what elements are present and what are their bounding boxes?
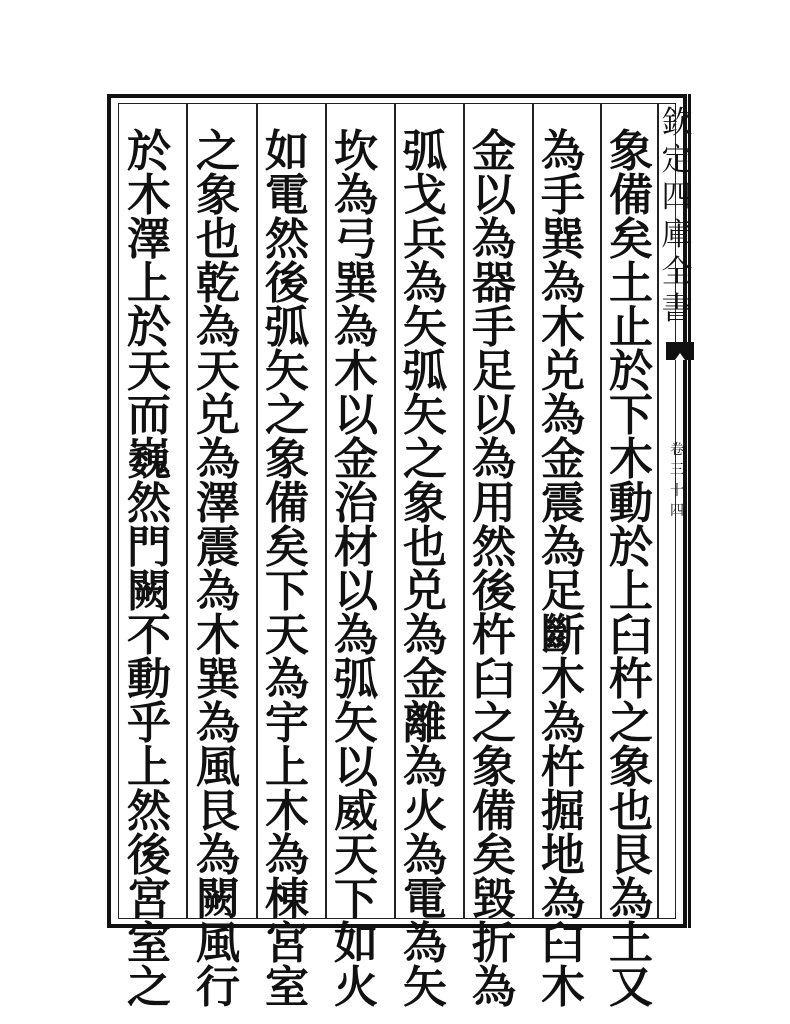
text-char: 毀 [472, 874, 516, 925]
text-char: 金 [541, 434, 585, 485]
text-char: 為 [403, 742, 447, 793]
text-char: 材 [334, 522, 378, 573]
text-char: 為 [196, 830, 240, 881]
text-char: 乎 [127, 698, 171, 749]
text-char: 為 [472, 214, 516, 265]
text-char: 臼 [541, 918, 585, 969]
text-char: 木 [541, 654, 585, 705]
text-char: 於 [127, 126, 171, 177]
text-char: 下 [609, 390, 653, 441]
text-char: 為 [541, 522, 585, 573]
text-char: 震 [541, 478, 585, 529]
text-char: 弧 [403, 346, 447, 397]
text-char: 巍 [127, 434, 171, 485]
text-char: 上 [609, 566, 653, 617]
text-char: 然 [265, 214, 309, 265]
text-char: 天 [127, 346, 171, 397]
text-column [600, 126, 662, 1013]
text-char: 之 [196, 126, 240, 177]
text-char: 以 [334, 390, 378, 441]
book-title [660, 105, 694, 328]
text-char: 如 [265, 126, 309, 177]
text-char: 象 [609, 742, 653, 793]
text-char: 弧 [265, 302, 309, 353]
volume-char: 四 [670, 502, 684, 519]
text-char: 矣 [609, 214, 653, 265]
text-char: 斷 [541, 610, 585, 661]
text-char: 如 [334, 918, 378, 969]
text-char: 木 [334, 346, 378, 397]
text-char: 也 [403, 522, 447, 573]
text-char: 也 [609, 786, 653, 837]
text-char: 金 [403, 654, 447, 705]
book-title-char: 定 [661, 142, 693, 179]
text-char: 為 [403, 258, 447, 309]
text-column [256, 126, 318, 1013]
text-char: 為 [196, 698, 240, 749]
text-column [325, 126, 387, 1013]
text-char: 下 [265, 566, 309, 617]
text-char: 以 [472, 390, 516, 441]
text-char: 之 [403, 434, 447, 485]
text-char: 也 [196, 214, 240, 265]
text-char: 為 [265, 654, 309, 705]
text-char: 矢 [403, 962, 447, 1013]
text-char: 象 [609, 126, 653, 177]
text-char: 艮 [609, 830, 653, 881]
text-char: 為 [541, 698, 585, 749]
text-char: 木 [196, 610, 240, 661]
text-char: 澤 [127, 214, 171, 265]
text-char: 為 [196, 434, 240, 485]
text-char: 風 [196, 918, 240, 969]
text-char: 止 [609, 302, 653, 353]
text-column [463, 126, 525, 1013]
text-char: 後 [472, 566, 516, 617]
text-char: 治 [334, 478, 378, 529]
text-char: 為 [403, 610, 447, 661]
text-char: 震 [196, 522, 240, 573]
text-char: 不 [127, 610, 171, 661]
text-char: 為 [403, 918, 447, 969]
text-char: 離 [403, 698, 447, 749]
text-char: 巽 [334, 258, 378, 309]
volume-label [664, 440, 690, 521]
fishtail-mark-icon [666, 342, 694, 360]
text-char: 於 [127, 302, 171, 353]
text-column [118, 126, 180, 1013]
text-char: 威 [334, 786, 378, 837]
text-char: 象 [265, 434, 309, 485]
text-char: 為 [334, 302, 378, 353]
text-char: 足 [472, 346, 516, 397]
text-column [532, 126, 594, 1013]
text-char: 手 [472, 302, 516, 353]
text-char: 巽 [196, 654, 240, 705]
text-char: 為 [334, 170, 378, 221]
text-char: 為 [472, 434, 516, 485]
text-char: 火 [334, 962, 378, 1013]
text-char: 象 [403, 478, 447, 529]
text-char: 象 [196, 170, 240, 221]
text-char: 於 [609, 346, 653, 397]
text-char: 臼 [609, 610, 653, 661]
text-char: 宇 [265, 698, 309, 749]
text-char: 而 [127, 390, 171, 441]
text-char: 上 [127, 742, 171, 793]
book-title-char: 書 [661, 290, 693, 327]
text-char: 戈 [403, 170, 447, 221]
text-char: 為 [472, 962, 516, 1013]
text-char: 木 [541, 302, 585, 353]
text-char: 天 [334, 830, 378, 881]
text-char: 室 [127, 918, 171, 969]
text-char: 弧 [334, 654, 378, 705]
text-char: 臼 [472, 654, 516, 705]
book-title-char: 欽 [661, 105, 693, 141]
text-column [394, 126, 456, 1013]
text-char: 宮 [265, 918, 309, 969]
text-char: 火 [403, 786, 447, 837]
text-char: 電 [265, 170, 309, 221]
text-char: 矢 [334, 698, 378, 749]
text-char: 備 [265, 478, 309, 529]
volume-char: 十 [670, 482, 684, 499]
volume-char: 三 [670, 462, 684, 479]
text-char: 為 [196, 302, 240, 353]
text-char: 動 [609, 478, 653, 529]
text-char: 杵 [472, 610, 516, 661]
text-char: 弓 [334, 214, 378, 265]
text-char: 電 [403, 874, 447, 925]
book-title-char: 庫 [661, 216, 693, 253]
text-char: 後 [265, 258, 309, 309]
text-char: 坎 [334, 126, 378, 177]
text-char: 然 [472, 522, 516, 573]
text-char: 乾 [196, 258, 240, 309]
volume-char: 卷 [670, 442, 684, 458]
text-char: 矣 [265, 522, 309, 573]
text-char: 又 [609, 962, 653, 1013]
text-char: 為 [609, 874, 653, 925]
text-char: 金 [334, 434, 378, 485]
text-char: 矣 [472, 830, 516, 881]
text-char: 之 [127, 962, 171, 1013]
text-char: 以 [334, 742, 378, 793]
text-char: 上 [265, 742, 309, 793]
text-char: 澤 [196, 478, 240, 529]
text-char: 折 [472, 918, 516, 969]
text-char: 木 [127, 170, 171, 221]
text-char: 後 [127, 830, 171, 881]
text-char: 巽 [541, 214, 585, 265]
text-char: 艮 [196, 786, 240, 837]
book-title-char: 四 [661, 179, 693, 216]
text-char: 以 [334, 566, 378, 617]
text-char: 備 [472, 786, 516, 837]
text-char: 宮 [127, 874, 171, 925]
text-char: 用 [472, 478, 516, 529]
text-char: 掘 [541, 786, 585, 837]
text-char: 然 [127, 786, 171, 837]
text-char: 地 [541, 830, 585, 881]
text-char: 闕 [196, 874, 240, 925]
text-char: 為 [541, 390, 585, 441]
text-char: 之 [472, 698, 516, 749]
text-char: 室 [265, 962, 309, 1013]
text-char: 兑 [541, 346, 585, 397]
text-char: 風 [196, 742, 240, 793]
text-char: 矢 [265, 346, 309, 397]
text-char: 土 [609, 258, 653, 309]
text-char: 行 [196, 962, 240, 1013]
text-char: 然 [127, 478, 171, 529]
text-char: 於 [609, 522, 653, 573]
text-char: 下 [334, 874, 378, 925]
text-char: 動 [127, 654, 171, 705]
text-char: 兑 [403, 566, 447, 617]
text-char: 棟 [265, 874, 309, 925]
text-char: 手 [541, 170, 585, 221]
text-char: 象 [472, 742, 516, 793]
text-char: 兵 [403, 214, 447, 265]
text-char: 為 [541, 126, 585, 177]
text-char: 木 [609, 434, 653, 485]
text-char: 木 [265, 786, 309, 837]
text-column [187, 126, 249, 1013]
text-char: 以 [472, 170, 516, 221]
text-char: 為 [541, 258, 585, 309]
text-char: 為 [541, 874, 585, 925]
text-char: 金 [472, 126, 516, 177]
text-char: 之 [265, 390, 309, 441]
text-char: 門 [127, 522, 171, 573]
text-char: 上 [127, 258, 171, 309]
text-char: 天 [265, 610, 309, 661]
text-char: 為 [196, 566, 240, 617]
text-char: 兑 [196, 390, 240, 441]
book-title-char: 全 [661, 253, 693, 290]
text-char: 杵 [609, 654, 653, 705]
text-char: 矢 [403, 390, 447, 441]
text-char: 為 [403, 830, 447, 881]
text-char: 木 [541, 962, 585, 1013]
text-char: 弧 [403, 126, 447, 177]
text-char: 備 [609, 170, 653, 221]
text-char: 天 [196, 346, 240, 397]
text-char: 器 [472, 258, 516, 309]
text-char: 矢 [403, 302, 447, 353]
text-char: 足 [541, 566, 585, 617]
text-char: 闕 [127, 566, 171, 617]
text-char: 為 [265, 830, 309, 881]
text-char: 為 [334, 610, 378, 661]
text-char: 土 [609, 918, 653, 969]
text-char: 之 [609, 698, 653, 749]
text-char: 杵 [541, 742, 585, 793]
